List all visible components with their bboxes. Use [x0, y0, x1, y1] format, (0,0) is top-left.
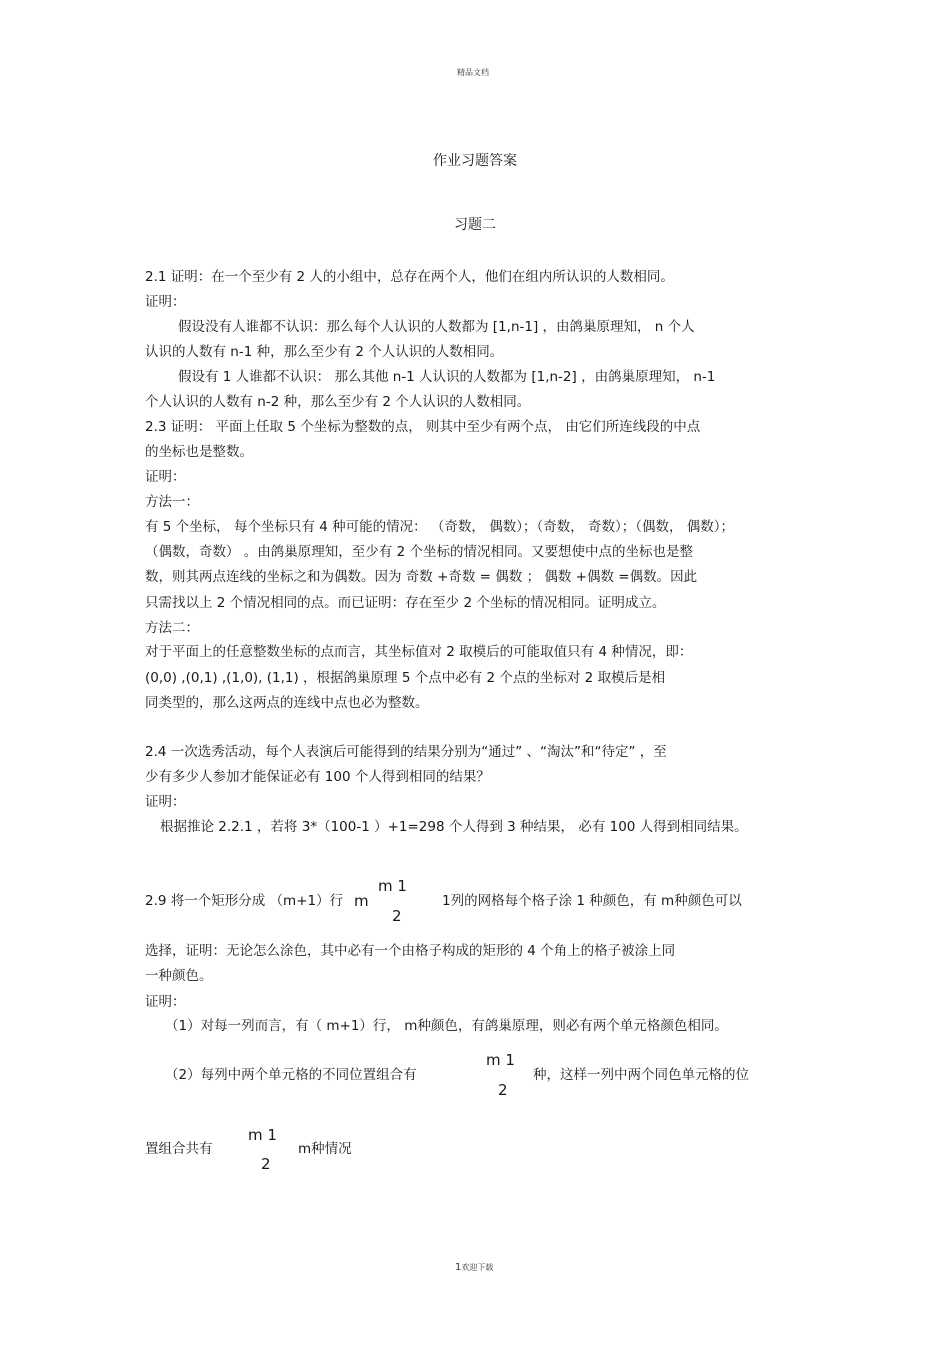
p23-method1-line1: 有 5 个坐标， 每个坐标只有 4 种可能的情况： （奇数， 偶数）；（奇数， 奇数）；（偶数， 偶数）； — [145, 519, 735, 535]
p23-method2-line2: (0,0) ,(0,1) ,(1,0), (1,1) ，根据鸽巢原理 5 个点中必有 2 个点的坐标对 2 取模后是相 — [145, 670, 666, 686]
p21-line3: 假设有 1 人谁都不认识： 那么其他 n-1 人认识的人数都为 [1,n-2] ，由鸽巢原理知， n-1 — [178, 369, 716, 385]
p23-method1-line4: 只需找以上 2 个情况相同的点。而已证明：存在至少 2 个坐标的情况相同。证明成立。 — [145, 595, 666, 611]
p21-proof-label: 证明： — [145, 294, 186, 310]
p23-method1-label: 方法一： — [145, 494, 199, 510]
p29-step1: （1）对每一列而言，有（ m+1）行， m种颜色，有鸽巢原理，则必有两个单元格颜色相同。 — [165, 1018, 728, 1034]
p29-proof-label: 证明： — [145, 994, 186, 1010]
p29-step3-numerator: m 1 — [248, 1126, 277, 1144]
footer-page-number: 1 — [455, 1262, 462, 1273]
p29-question-part1: 2.9 将一个矩形分成 （m+1）行 — [145, 893, 344, 909]
p21-line4: 个人认识的人数有 n-2 种，那么至少有 2 个人认识的人数相同。 — [145, 394, 531, 410]
p24-question-1: 2.4 一次选秀活动，每个人表演后可能得到的结果分别为“通过” 、“淘汰”和“待定” ，至 — [145, 744, 667, 760]
p29-question-part2: 1列的网格每个格子涂 1 种颜色，有 m种颜色可以 — [442, 893, 742, 909]
p29-m-symbol: m — [354, 892, 369, 910]
p21-question: 2.1 证明：在一个至少有 2 人的小组中，总存在两个人，他们在组内所认识的人数相同。 — [145, 269, 674, 285]
p23-proof-label: 证明： — [145, 469, 186, 485]
p29-step2-numerator: m 1 — [486, 1051, 515, 1069]
p24-question-2: 少有多少人参加才能保证必有 100 个人得到相同的结果？ — [145, 769, 490, 785]
p29-step3-part2: m种情况 — [298, 1141, 352, 1157]
footer-text: 欢迎下载 — [461, 1263, 494, 1272]
p29-fraction-denominator: 2 — [392, 907, 402, 925]
p23-method1-line2: （偶数，奇数） 。由鸽巢原理知，至少有 2 个坐标的情况相同。又要想使中点的坐标也是整 — [145, 544, 693, 560]
p29-fraction-numerator: m 1 — [378, 877, 407, 895]
p29-step3-part1: 置组合共有 — [145, 1141, 213, 1157]
p29-step3-denominator: 2 — [261, 1155, 271, 1173]
header-watermark: 精品文档 — [457, 68, 489, 77]
p29-question-line2: 选择，证明：无论怎么涂色，其中必有一个由格子构成的矩形的 4 个角上的格子被涂上同 — [145, 943, 676, 959]
section-title: 习题二 — [454, 217, 496, 233]
p23-method2-line3: 同类型的，那么这两点的连线中点也必为整数。 — [145, 695, 429, 711]
footer — [455, 1262, 493, 1273]
p24-answer: 根据推论 2.2.1 ，若将 3*（100-1 ）+1=298 个人得到 3 种结果， 必有 100 人得到相同结果。 — [160, 819, 748, 835]
p29-step2-part2: 种，这样一列中两个同色单元格的位 — [533, 1067, 749, 1083]
p21-line2: 认识的人数有 n-1 种，那么至少有 2 个人认识的人数相同。 — [145, 344, 504, 360]
p21-line1: 假设没有人谁都不认识：那么每个人认识的人数都为 [1,n-1] ，由鸽巢原理知， n 个人 — [178, 319, 695, 335]
p29-question-line3: 一种颜色。 — [145, 968, 213, 984]
p23-method1-line3: 数，则其两点连线的坐标之和为偶数。因为 奇数 +奇数 = 偶数 ； 偶数 +偶数 =偶数。因此 — [145, 569, 698, 585]
p23-question-1: 2.3 证明： 平面上任取 5 个坐标为整数的点， 则其中至少有两个点， 由它们所连线段的中点 — [145, 419, 701, 435]
p23-question-2: 的坐标也是整数。 — [145, 444, 253, 460]
p29-step2-part1: （2）每列中两个单元格的不同位置组合有 — [165, 1067, 417, 1083]
page-title: 作业习题答案 — [433, 153, 517, 169]
p29-step2-denominator: 2 — [498, 1081, 508, 1099]
p24-proof-label: 证明： — [145, 794, 186, 810]
p23-method2-line1: 对于平面上的任意整数坐标的点而言，其坐标值对 2 取模后的可能取值只有 4 种情况，即： — [145, 644, 693, 660]
p23-method2-label: 方法二： — [145, 620, 199, 636]
